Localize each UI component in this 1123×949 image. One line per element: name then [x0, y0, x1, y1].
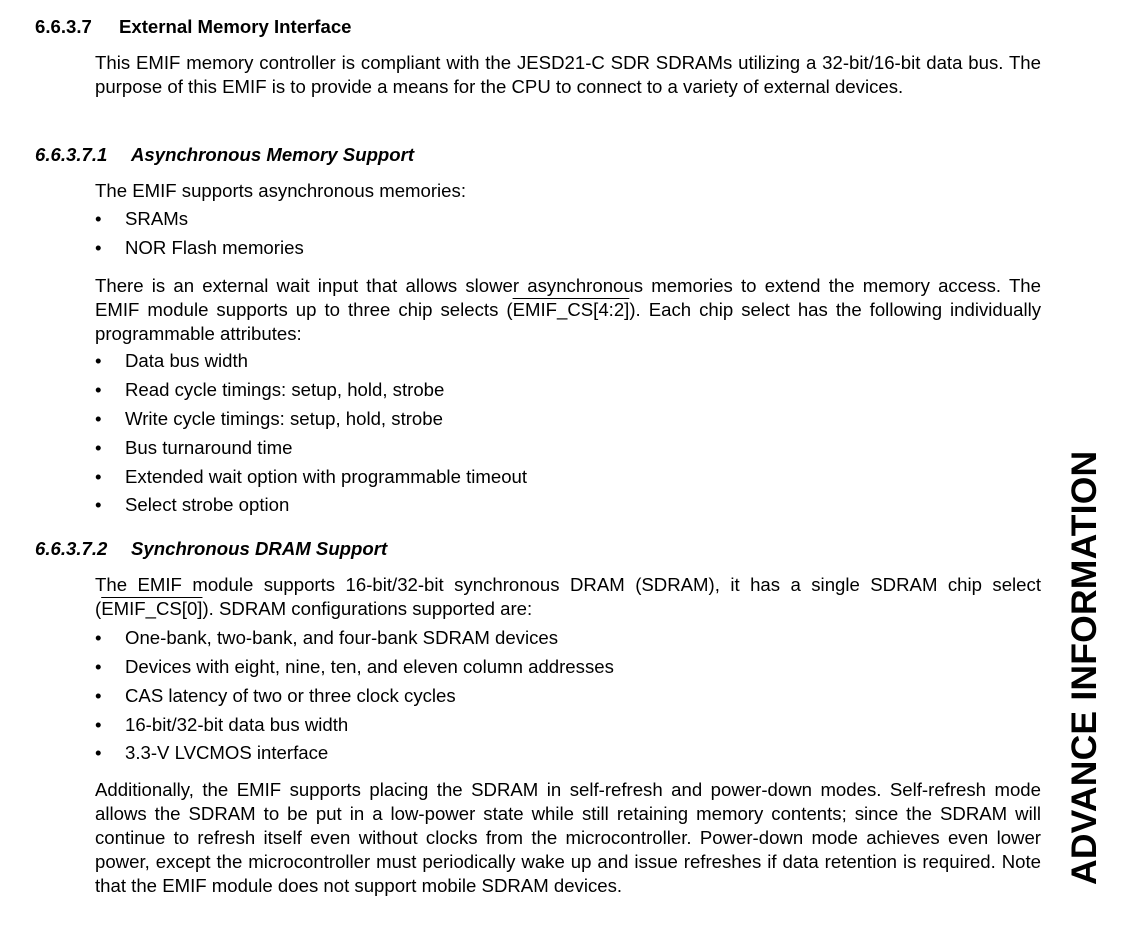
- section-heading: [35, 15, 352, 39]
- list-item-text: 3.3-V LVCMOS interface: [125, 742, 329, 763]
- bullet-icon: •: [95, 379, 102, 400]
- advance-information-label: ADVANCE INFORMATION: [1064, 450, 1104, 885]
- sync-number: 6.6.3.7.2: [35, 538, 108, 559]
- signal-name: EMIF_CS[4:2]: [512, 299, 630, 320]
- list-item-text: Bus turnaround time: [125, 437, 293, 458]
- list-item-text: 16-bit/32-bit data bus width: [125, 714, 349, 735]
- list-item-text: Read cycle timings: setup, hold, strobe: [125, 379, 445, 400]
- bullet-icon: •: [95, 627, 102, 648]
- list-item-text: Select strobe option: [125, 494, 290, 515]
- list-item-text: CAS latency of two or three clock cycles: [125, 685, 456, 706]
- async-title: Asynchronous Memory Support: [131, 144, 415, 165]
- section-intro: This EMIF memory controller is compliant with the JESD21-C SDR SDRAMs utilizing a 32-bit/16-bit data bus. The purpose of this EMIF is to provide a means for the CPU to connect to a variety of external devices.: [95, 52, 1041, 97]
- async-paragraph: [95, 274, 1041, 346]
- async-number: 6.6.3.7.1: [35, 144, 108, 165]
- list-item-text: Write cycle timings: setup, hold, strobe: [125, 408, 443, 429]
- sync-heading: [35, 537, 387, 561]
- bullet-icon: •: [95, 685, 102, 706]
- bullet-icon: •: [95, 494, 102, 515]
- bullet-icon: •: [95, 408, 102, 429]
- async-heading: [35, 143, 414, 167]
- list-item-text: Devices with eight, nine, ten, and eleven column addresses: [125, 656, 614, 677]
- bullet-icon: •: [95, 237, 102, 258]
- text: ). Each chip select has the following individually programmable attributes:: [95, 299, 1041, 344]
- list-item-text: SRAMs: [125, 208, 189, 229]
- list-item-text: Data bus width: [125, 350, 248, 371]
- list-item-text: Extended wait option with programmable timeout: [125, 466, 528, 487]
- text: The EMIF module supports 16-bit/32-bit synchronous DRAM (SDRAM), it has a single SDRAM chip select (: [95, 574, 1041, 619]
- text: There is an external wait input that allows slower asynchronous memories to extend the memory access. The EMIF module supports up to three chip selects (: [95, 275, 1041, 320]
- bullet-icon: •: [95, 742, 102, 763]
- text: ). SDRAM configurations supported are:: [202, 598, 533, 619]
- sync-paragraph: [95, 573, 1041, 621]
- bullet-icon: •: [95, 656, 102, 677]
- async-intro: The EMIF supports asynchronous memories:: [95, 180, 466, 201]
- section-number: 6.6.3.7: [35, 16, 92, 37]
- section-title: External Memory Interface: [119, 16, 352, 37]
- sync-title: Synchronous DRAM Support: [131, 538, 388, 559]
- bullet-icon: •: [95, 350, 102, 371]
- bullet-icon: •: [95, 714, 102, 735]
- list-item-text: NOR Flash memories: [125, 237, 304, 258]
- signal-name: EMIF_CS[0]: [101, 598, 203, 619]
- bullet-icon: •: [95, 437, 102, 458]
- bullet-icon: •: [95, 208, 102, 229]
- sync-closing: Additionally, the EMIF supports placing the SDRAM in self-refresh and power-down modes. Self-refresh mode allows the SDRAM to be put in a low-power state while still retaining memory contents; since the SDRAM will continue to refresh itself even without clocks from the microcontroller. Power-down mode achieves even lower power, except the microcontroller must periodically wake up and issue refreshes if data retention is required. Note that the EMIF module does not support mobile SDRAM devices.: [95, 779, 1041, 896]
- bullet-icon: •: [95, 466, 102, 487]
- list-item-text: One-bank, two-bank, and four-bank SDRAM devices: [125, 627, 559, 648]
